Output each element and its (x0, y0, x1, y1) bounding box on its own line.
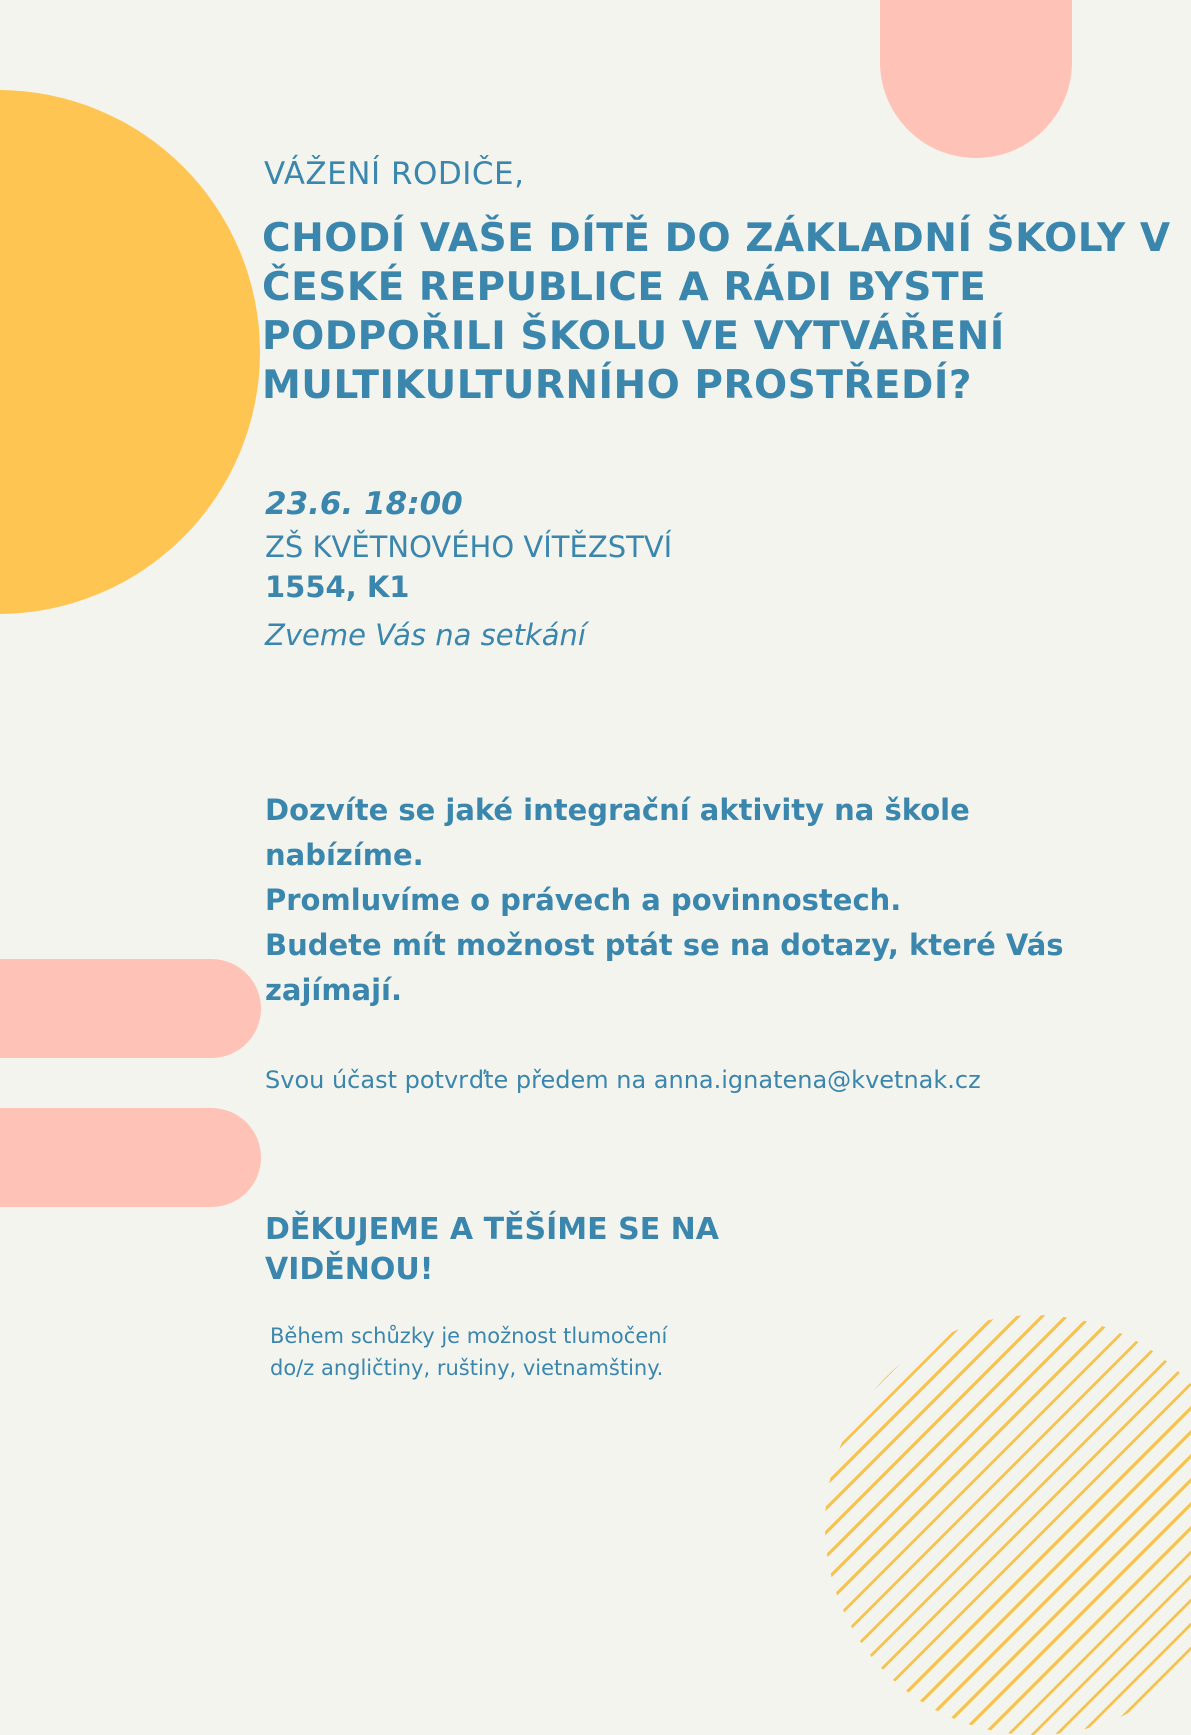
interpretation-note: Během schůzky je možnost tlumočení do/z angličtiny, ruštiny, vietnamštiny. (270, 1324, 668, 1380)
pink-pill-decoration-upper (0, 959, 261, 1058)
event-address: 1554, K1 (265, 570, 410, 604)
hatched-circle-decoration (825, 1315, 1191, 1735)
details-line: Dozvíte se jaké integrační aktivity na škole nabízíme. (265, 793, 970, 872)
rsvp-line: Svou účast potvrďte předem na anna.ignatena@kvetnak.cz (265, 1066, 981, 1094)
greeting: VÁŽENÍ RODIČE, (264, 156, 525, 192)
details-line: Budete mít možnost ptát se na dotazy, které Vás zajímají. (265, 928, 1064, 1007)
event-datetime: 23.6. 18:00 (265, 486, 463, 522)
event-place: ZŠ KVĚTNOVÉHO VÍTĚZSTVÍ (265, 530, 673, 564)
pink-pill-decoration-lower (0, 1108, 261, 1207)
invitation-line: Zveme Vás na setkání (265, 618, 586, 652)
headline: CHODÍ VAŠE DÍTĚ DO ZÁKLADNÍ ŠKOLY V ČESKÉ REPUBLICE A RÁDI BYSTE PODPOŘILI ŠKOLU VE VYTVÁŘENÍ MULTIKULTURNÍHO PROSTŘEDÍ? (262, 216, 1171, 408)
thanks-heading: DĚKUJEME A TĚŠÍME SE NA VIDĚNOU! (265, 1212, 719, 1287)
yellow-circle-decoration (0, 90, 260, 614)
top-pink-pill-decoration (880, 0, 1072, 158)
details-block (265, 788, 1085, 1013)
details-line: Promluvíme o právech a povinnostech. (265, 883, 902, 917)
